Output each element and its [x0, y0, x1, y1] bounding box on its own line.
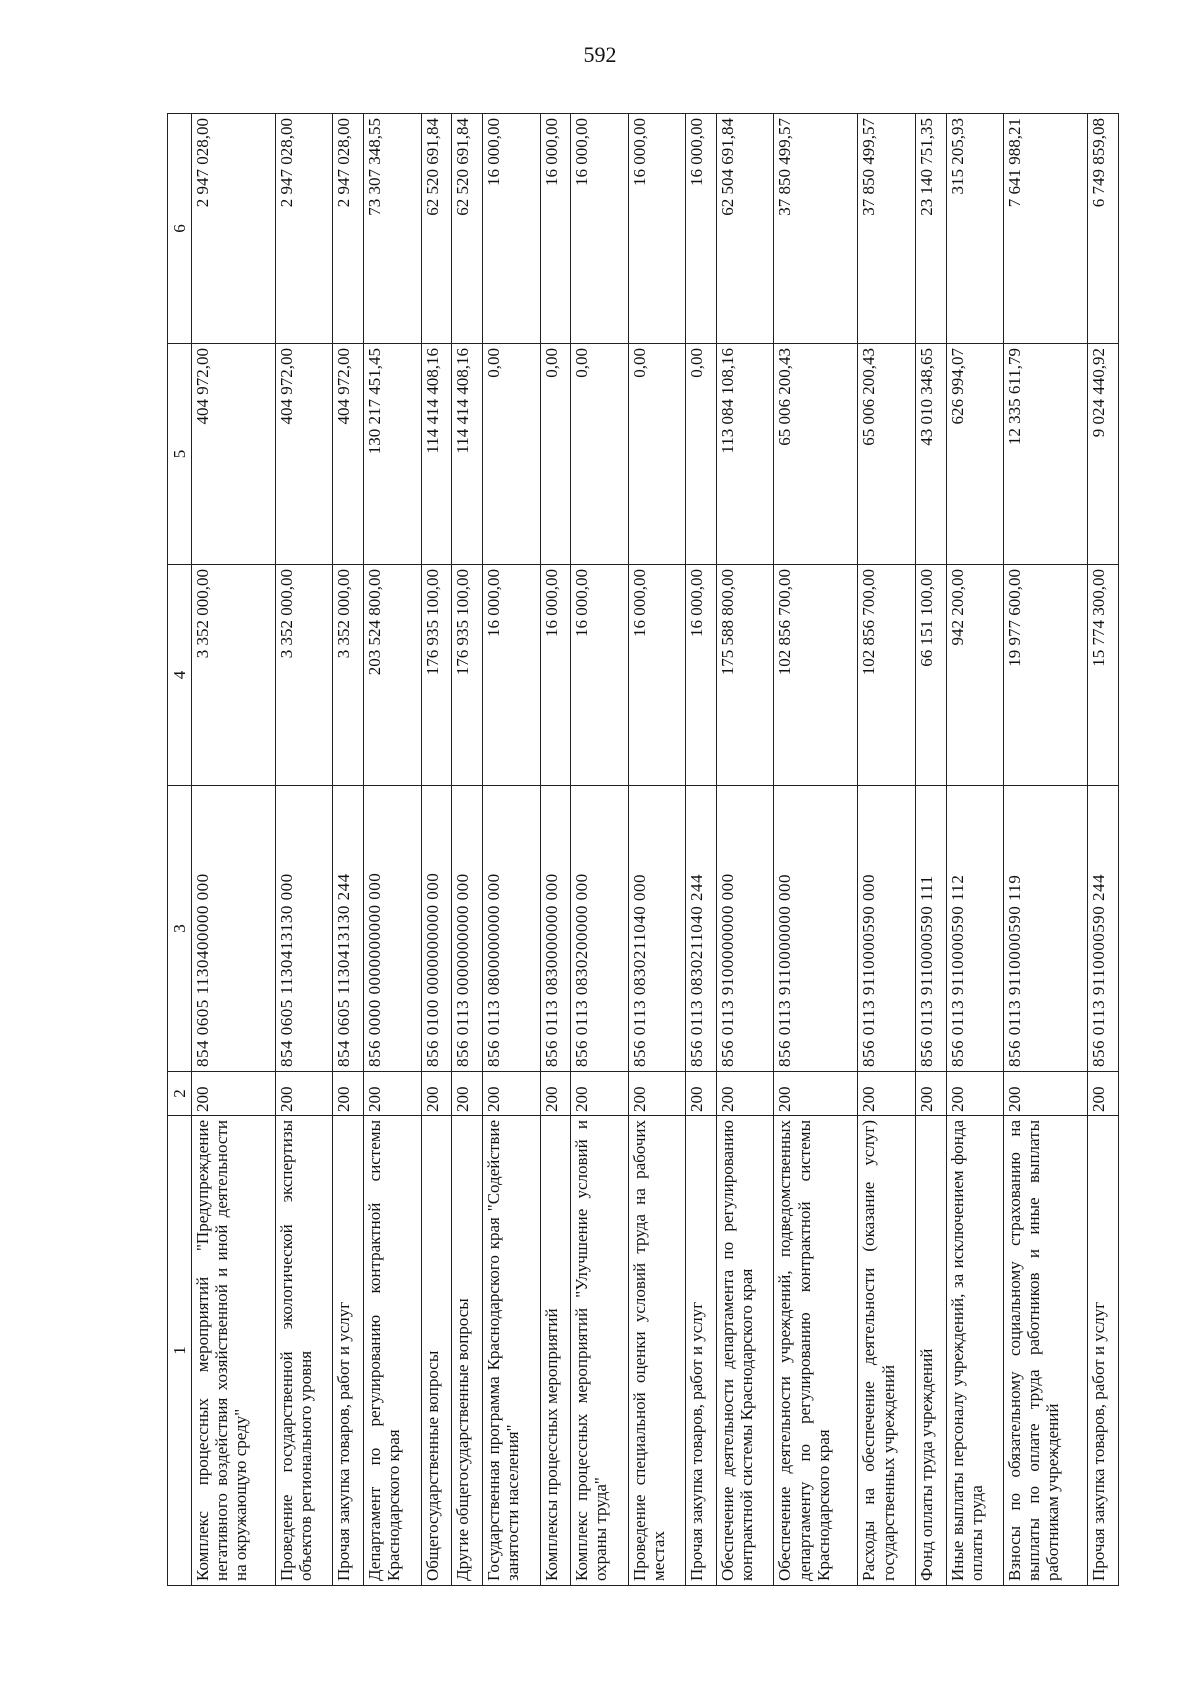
- row-line-code-cell: 200: [571, 1072, 628, 1116]
- row-executed-cell: 114 414 408,16: [452, 344, 483, 565]
- row-name-cell: Иные выплаты персоналу учреждений, за исключением фонда оплаты труда: [946, 1116, 1003, 1586]
- row-budget-code-cell: 856 0113 9110000590 112: [946, 786, 1003, 1072]
- row-budget-code-cell: 856 0100 0000000000 000: [421, 786, 452, 1072]
- table-row: [421, 114, 452, 1586]
- row-executed-cell: 65 006 200,43: [858, 344, 915, 565]
- row-name-cell: Прочая закупка товаров, работ и услуг: [686, 1116, 717, 1586]
- row-budget-code-cell: 856 0113 9100000000 000: [717, 786, 774, 1072]
- row-budget-code-cell: 854 0605 1130413130 000: [276, 786, 333, 1072]
- row-name-cell: Комплекс процессных мероприятий "Предупреждение негативного воздействия хозяйственной и иной деятельности на окружающую среду": [192, 1116, 276, 1586]
- table-row: [717, 114, 774, 1586]
- row-budget-code-cell: 856 0113 9110000590 119: [1004, 786, 1088, 1072]
- row-unexecuted-cell: 16 000,00: [628, 114, 685, 344]
- row-executed-cell: 404 972,00: [192, 344, 276, 565]
- page-number: 592: [583, 42, 617, 67]
- row-approved-cell: 3 352 000,00: [333, 565, 364, 786]
- row-approved-cell: 175 588 800,00: [717, 565, 774, 786]
- row-budget-code-cell: 854 0605 1130400000 000: [192, 786, 276, 1072]
- table-row: [452, 114, 483, 1586]
- row-line-code-cell: 200: [915, 1072, 946, 1116]
- column-header: 4: [168, 565, 192, 786]
- table-row: [915, 114, 946, 1586]
- rotated-table-container: [167, 114, 1119, 1586]
- row-executed-cell: 0,00: [628, 344, 685, 565]
- table-row: [276, 114, 333, 1586]
- row-budget-code-cell: 856 0113 9110000590 111: [915, 786, 946, 1072]
- column-header: 5: [168, 344, 192, 565]
- row-approved-cell: 102 856 700,00: [774, 565, 858, 786]
- row-budget-code-cell: 856 0113 0830211040 000: [628, 786, 685, 1072]
- row-approved-cell: 176 935 100,00: [421, 565, 452, 786]
- row-line-code-cell: 200: [276, 1072, 333, 1116]
- row-name-cell: Комплексы процессных мероприятий: [540, 1116, 571, 1586]
- row-name-cell: Обеспечение деятельности учреждений, подведомственных департаменту по регулированию контрактной системы Краснодарского края: [774, 1116, 858, 1586]
- row-name-cell: Прочая закупка товаров, работ и услуг: [333, 1116, 364, 1586]
- row-unexecuted-cell: 2 947 028,00: [192, 114, 276, 344]
- row-unexecuted-cell: 315 205,93: [946, 114, 1003, 344]
- row-approved-cell: 3 352 000,00: [276, 565, 333, 786]
- row-budget-code-cell: 856 0113 0800000000 000: [483, 786, 540, 1072]
- row-line-code-cell: 200: [452, 1072, 483, 1116]
- row-approved-cell: 16 000,00: [628, 565, 685, 786]
- row-line-code-cell: 200: [774, 1072, 858, 1116]
- row-executed-cell: 65 006 200,43: [774, 344, 858, 565]
- row-name-cell: Общегосударственные вопросы: [421, 1116, 452, 1586]
- row-unexecuted-cell: 16 000,00: [571, 114, 628, 344]
- column-header: 3: [168, 786, 192, 1072]
- row-name-cell: Государственная программа Краснодарского края "Содействие занятости населения": [483, 1116, 540, 1586]
- row-unexecuted-cell: 16 000,00: [686, 114, 717, 344]
- row-line-code-cell: 200: [717, 1072, 774, 1116]
- row-name-cell: Другие общегосударственные вопросы: [452, 1116, 483, 1586]
- row-budget-code-cell: 856 0113 0830200000 000: [571, 786, 628, 1072]
- row-budget-code-cell: 856 0113 9110000590 244: [1088, 786, 1119, 1072]
- row-unexecuted-cell: 73 307 348,55: [364, 114, 421, 344]
- row-unexecuted-cell: 23 140 751,35: [915, 114, 946, 344]
- row-executed-cell: 114 414 408,16: [421, 344, 452, 565]
- row-executed-cell: 0,00: [540, 344, 571, 565]
- row-budget-code-cell: 856 0113 0830000000 000: [540, 786, 571, 1072]
- row-executed-cell: 0,00: [686, 344, 717, 565]
- row-budget-code-cell: 856 0113 9110000590 000: [858, 786, 915, 1072]
- row-line-code-cell: 200: [1004, 1072, 1088, 1116]
- table-row: [571, 114, 628, 1586]
- row-budget-code-cell: 856 0113 0830211040 244: [686, 786, 717, 1072]
- row-executed-cell: 130 217 451,45: [364, 344, 421, 565]
- row-unexecuted-cell: 62 520 691,84: [421, 114, 452, 344]
- row-approved-cell: 16 000,00: [571, 565, 628, 786]
- table-row: [483, 114, 540, 1586]
- row-unexecuted-cell: 37 850 499,57: [858, 114, 915, 344]
- row-approved-cell: 16 000,00: [686, 565, 717, 786]
- budget-table: [167, 113, 1119, 1586]
- row-name-cell: Обеспечение деятельности департамента по регулированию контрактной системы Краснодарского края: [717, 1116, 774, 1586]
- table-row: [858, 114, 915, 1586]
- table-row: [192, 114, 276, 1586]
- table-row: [946, 114, 1003, 1586]
- row-executed-cell: 0,00: [571, 344, 628, 565]
- row-name-cell: Комплекс процессных мероприятий "Улучшение условий и охраны труда": [571, 1116, 628, 1586]
- table-row: [686, 114, 717, 1586]
- column-header: 2: [168, 1072, 192, 1116]
- row-line-code-cell: 200: [1088, 1072, 1119, 1116]
- row-unexecuted-cell: 37 850 499,57: [774, 114, 858, 344]
- row-approved-cell: 203 524 800,00: [364, 565, 421, 786]
- row-approved-cell: 16 000,00: [483, 565, 540, 786]
- row-line-code-cell: 200: [628, 1072, 685, 1116]
- row-line-code-cell: 200: [364, 1072, 421, 1116]
- row-budget-code-cell: 856 0000 0000000000 000: [364, 786, 421, 1072]
- row-line-code-cell: 200: [483, 1072, 540, 1116]
- header-row: [168, 114, 192, 1586]
- row-executed-cell: 113 084 108,16: [717, 344, 774, 565]
- row-name-cell: Фонд оплаты труда учреждений: [915, 1116, 946, 1586]
- row-approved-cell: 3 352 000,00: [192, 565, 276, 786]
- table-row: [774, 114, 858, 1586]
- row-executed-cell: 404 972,00: [333, 344, 364, 565]
- row-approved-cell: 942 200,00: [946, 565, 1003, 786]
- row-name-cell: Проведение специальной оценки условий труда на рабочих местах: [628, 1116, 685, 1586]
- row-name-cell: Департамент по регулированию контрактной системы Краснодарского края: [364, 1116, 421, 1586]
- table-row: [333, 114, 364, 1586]
- row-executed-cell: 404 972,00: [276, 344, 333, 565]
- row-line-code-cell: 200: [192, 1072, 276, 1116]
- row-line-code-cell: 200: [333, 1072, 364, 1116]
- row-name-cell: Прочая закупка товаров, работ и услуг: [1088, 1116, 1119, 1586]
- row-line-code-cell: 200: [540, 1072, 571, 1116]
- row-approved-cell: 19 977 600,00: [1004, 565, 1088, 786]
- table-body: [192, 114, 1119, 1586]
- row-executed-cell: 626 994,07: [946, 344, 1003, 565]
- row-approved-cell: 15 774 300,00: [1088, 565, 1119, 786]
- row-executed-cell: 43 010 348,65: [915, 344, 946, 565]
- row-name-cell: Расходы на обеспечение деятельности (оказание услуг) государственных учреждений: [858, 1116, 915, 1586]
- row-budget-code-cell: 856 0113 0000000000 000: [452, 786, 483, 1072]
- column-header: 6: [168, 114, 192, 344]
- row-approved-cell: 102 856 700,00: [858, 565, 915, 786]
- row-executed-cell: 0,00: [483, 344, 540, 565]
- row-approved-cell: 176 935 100,00: [452, 565, 483, 786]
- column-header: 1: [168, 1116, 192, 1586]
- row-budget-code-cell: 856 0113 9110000000 000: [774, 786, 858, 1072]
- row-approved-cell: 16 000,00: [540, 565, 571, 786]
- row-unexecuted-cell: 16 000,00: [483, 114, 540, 344]
- row-unexecuted-cell: 2 947 028,00: [333, 114, 364, 344]
- row-line-code-cell: 200: [858, 1072, 915, 1116]
- row-unexecuted-cell: 62 520 691,84: [452, 114, 483, 344]
- row-line-code-cell: 200: [421, 1072, 452, 1116]
- row-line-code-cell: 200: [686, 1072, 717, 1116]
- row-unexecuted-cell: 62 504 691,84: [717, 114, 774, 344]
- row-line-code-cell: 200: [946, 1072, 1003, 1116]
- row-unexecuted-cell: 16 000,00: [540, 114, 571, 344]
- row-executed-cell: 9 024 440,92: [1088, 344, 1119, 565]
- row-unexecuted-cell: 6 749 859,08: [1088, 114, 1119, 344]
- row-name-cell: Взносы по обязательному социальному страхованию на выплаты по оплате труда работников и иные выплаты работникам учреждений: [1004, 1116, 1088, 1586]
- table-row: [1088, 114, 1119, 1586]
- row-budget-code-cell: 854 0605 1130413130 244: [333, 786, 364, 1072]
- table-row: [364, 114, 421, 1586]
- table-row: [628, 114, 685, 1586]
- table-row: [540, 114, 571, 1586]
- row-approved-cell: 66 151 100,00: [915, 565, 946, 786]
- row-unexecuted-cell: 2 947 028,00: [276, 114, 333, 344]
- table-row: [1004, 114, 1088, 1586]
- row-executed-cell: 12 335 611,79: [1004, 344, 1088, 565]
- row-name-cell: Проведение государственной экологической экспертизы объектов регионального уровня: [276, 1116, 333, 1586]
- row-unexecuted-cell: 7 641 988,21: [1004, 114, 1088, 344]
